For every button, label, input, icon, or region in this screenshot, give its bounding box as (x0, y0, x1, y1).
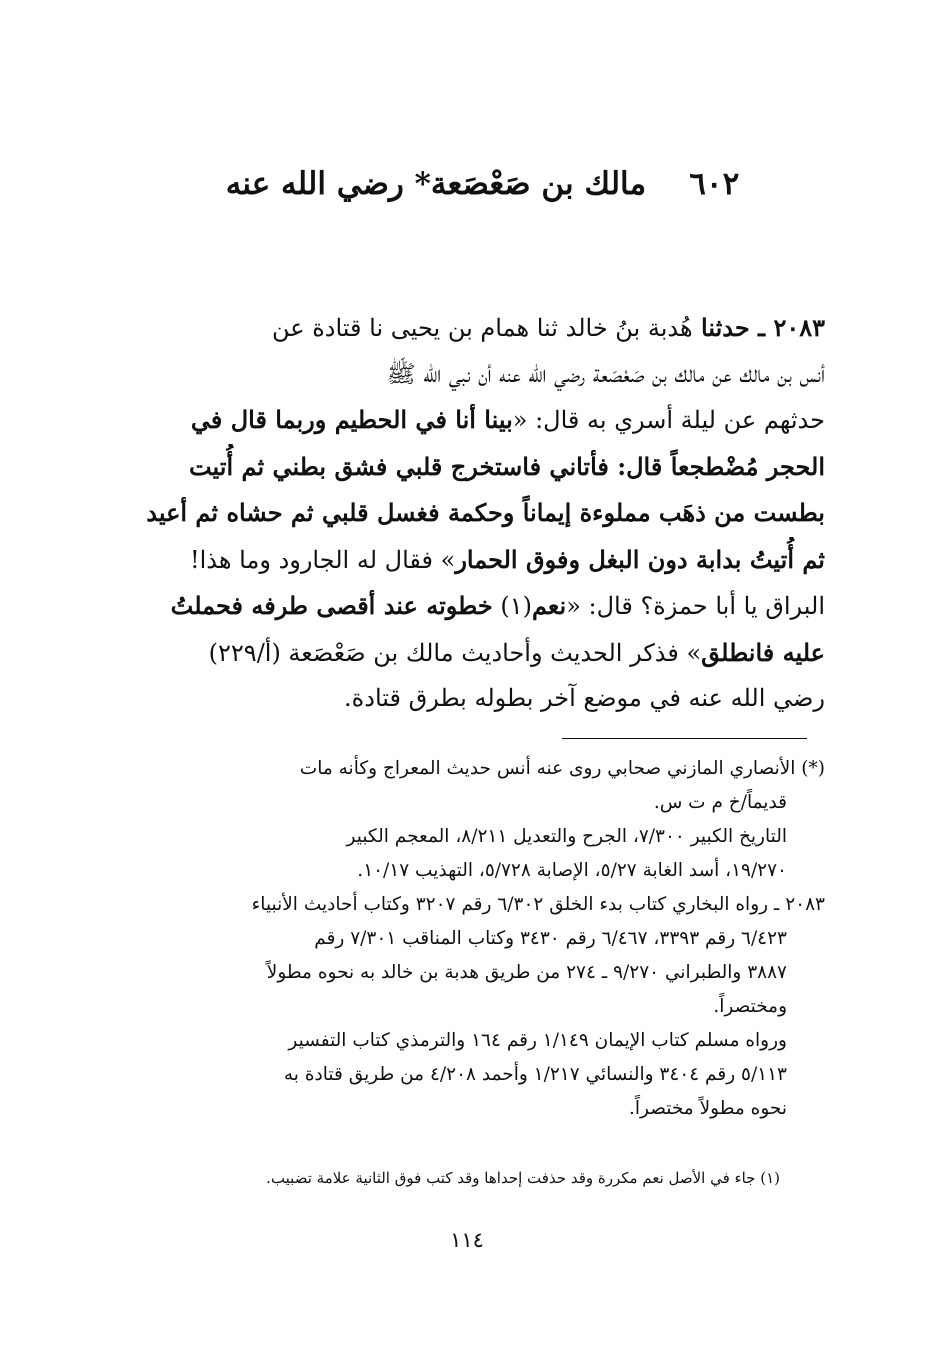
hadith-text-run: رضي الله عنه في موضع آخر بطوله بطرق قتادة. (344, 684, 825, 712)
hadith-text-run: خطوته عند أقصى طرفه فحملتُ (170, 591, 493, 620)
chapter-heading (140, 162, 825, 206)
hadith-line (140, 444, 825, 491)
hadith-line (140, 305, 825, 352)
footnote-line: ٣٨٨٧ والطبراني ٩/٢٧٠ ـ ٢٧٤ من طريق هدبة بن خالد به نحوه مطولاً (266, 962, 787, 983)
footnote-line: ١٩/٢٧٠، أسد الغابة ٥/٢٧، الإصابة ٥/٧٢٨، التهذيب ١٠/١٧. (357, 860, 787, 881)
footnote-line: ورواه مسلم كتاب الإيمان ١/١٤٩ رقم ١٦٤ والترمذي كتاب التفسير (288, 1030, 787, 1051)
editor-note: (١) جاء في الأصل نعم مكررة وقد حذفت إحداها وقد كتب فوق الثانية علامة تضبيب. (266, 1169, 780, 1187)
hadith-text-run: الحجر مُضْطجعاً قال: فأتاني فاستخرج قلبي فشق بطني ثم أُتيت (188, 451, 825, 481)
footnote-line: ٢٠٨٣ ـ رواه البخاري كتاب بدء الخلق ٦/٣٠٢ رقم ٣٢٠٧ وكتاب أحاديث الأنبياء (251, 894, 825, 915)
footnote-line: ٦/٤٢٣ رقم ٣٣٩٣، ٦/٤٦٧ رقم ٣٤٣٠ وكتاب المناقب ٧/٣٠١ رقم (314, 928, 787, 949)
footnote-line: (*) الأنصاري المازني صحابي روى عنه أنس حديث المعراج وكأنه مات (299, 758, 825, 779)
hadith-text-run: أنس بن مالك عن مالك بن صَعْصَعة رضي الله عنه أن نبي الله ﷺ (386, 359, 825, 388)
heading-number: ٦٠٢ (689, 166, 740, 202)
hadith-text-run: » فقال له الجارود وما هذا! (189, 545, 456, 574)
hadith-line (140, 397, 825, 444)
hadith-line (140, 583, 825, 630)
hadith-text-run: نعم (531, 591, 567, 620)
hadith-text-run: حدثهم عن ليلة أسري به قال: « (512, 406, 825, 434)
hadith-text-run: ٢٠٨٣ ـ حدثنا (692, 313, 825, 342)
hadith-text-run: » فذكر الحديث وأحاديث مالك بن صَعْصَعة (أ/٢٢٩) (208, 638, 702, 667)
hadith-text-run: (١) (492, 592, 532, 620)
hadith-line (140, 630, 825, 677)
hadith-line (140, 352, 825, 398)
footnote-line: قديماً/خ م ت س. (653, 792, 787, 813)
hadith-text-run: هُدبة بنُ خالد ثنا همام بن يحيى نا قتادة عن (272, 314, 693, 342)
hadith-line (140, 490, 825, 537)
footnote-line: التاريخ الكبير ٧/٣٠٠، الجرح والتعديل ٨/٢١١، المعجم الكبير (346, 826, 787, 847)
hadith-text-run: بطست من ذهَب مملوءة إيماناً وحكمة فغسل قلبي ثم حشاه ثم أعيد (146, 498, 825, 527)
hadith-line (140, 537, 825, 584)
footnote-line: ومختصراً. (713, 996, 787, 1017)
footnotes (145, 752, 825, 1126)
footnote-line: نحوه مطولاً مختصراً. (629, 1098, 787, 1119)
hadith-text-run: بينا أنا في الحطيم وربما قال في (190, 405, 513, 434)
page-number: ١١٤ (450, 1228, 484, 1252)
hadith-line (140, 676, 825, 722)
heading-title: مالك بن صَعْصَعة* رضي الله عنه (225, 166, 647, 202)
hadith-text-run: ثم أُتيتُ بدابة دون البغل وفوق الحمار (455, 544, 825, 574)
footnote-divider (562, 738, 807, 739)
hadith-text-run: البراق يا أبا حمزة؟ قال: « (566, 592, 825, 620)
hadith-text-run: عليه فانطلق (701, 637, 825, 667)
hadith-text (140, 305, 825, 722)
footnote-line: ٥/١١٣ رقم ٣٤٠٤ والنسائي ١/٢١٧ وأحمد ٤/٢٠٨ من طريق قتادة به (283, 1064, 787, 1085)
